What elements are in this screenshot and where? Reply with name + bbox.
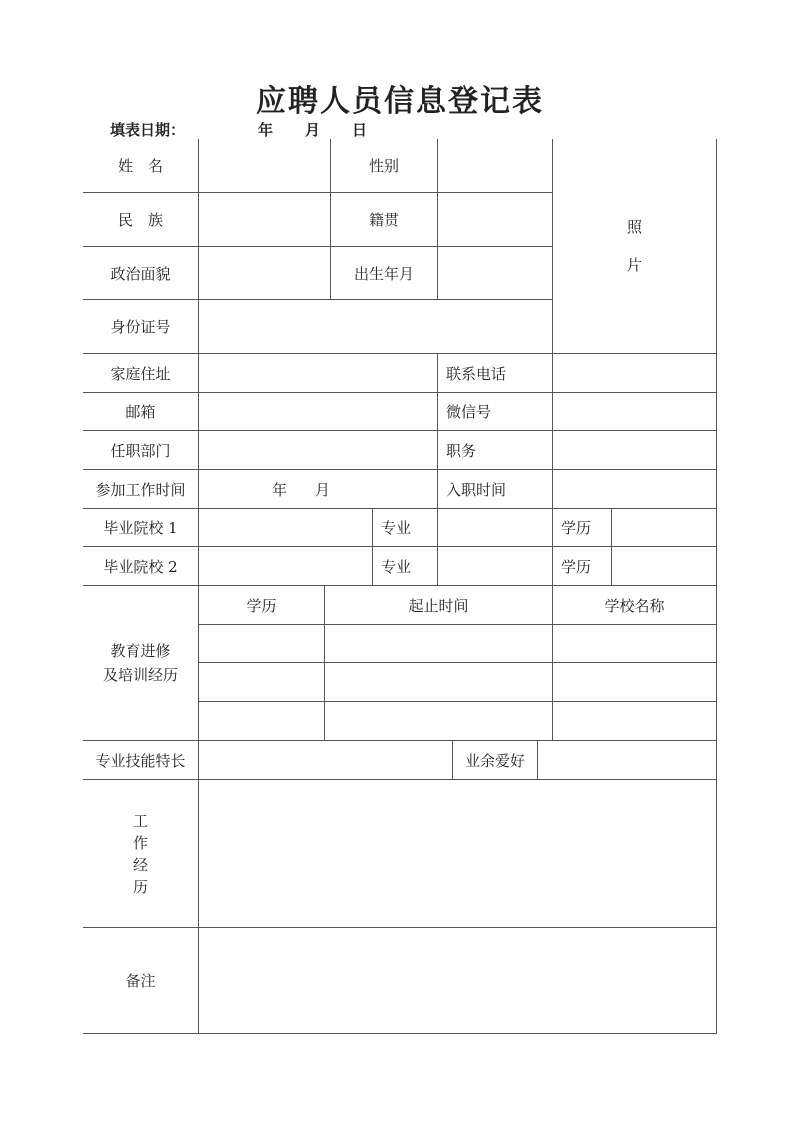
label-work-exp-char-3: 经 (132, 855, 148, 874)
gender-field[interactable] (438, 139, 553, 193)
label-degree-1: 学历 (553, 509, 612, 547)
school-1-field[interactable] (199, 509, 373, 547)
address-field[interactable] (199, 354, 438, 393)
major-2-field[interactable] (438, 547, 553, 586)
label-address: 家庭住址 (83, 354, 199, 393)
label-work-exp-char-2: 作 (132, 833, 148, 852)
date-label: 填表日期： (110, 121, 186, 139)
label-gender: 性别 (331, 139, 438, 193)
hometown-field[interactable] (438, 193, 553, 247)
label-education-line-2: 及培训经历 (102, 666, 178, 684)
label-email: 邮箱 (83, 393, 199, 431)
school-2-field[interactable] (199, 547, 373, 586)
label-wechat: 微信号 (438, 393, 553, 431)
work-start-field[interactable] (199, 470, 438, 509)
label-work-exp-char-1: 工 (132, 811, 148, 830)
major-1-field[interactable] (438, 509, 553, 547)
photo-label-1: 照 (626, 218, 642, 236)
label-work-exp-char-4: 历 (132, 877, 148, 896)
id-number-field[interactable] (199, 300, 553, 354)
edu-degree-cell[interactable] (199, 663, 325, 702)
work-start-year-label: 年 (272, 480, 288, 499)
label-school-2: 毕业院校 2 (83, 547, 199, 586)
edu-degree-cell[interactable] (199, 625, 325, 663)
edu-period-cell[interactable] (325, 625, 553, 663)
photo-box[interactable] (553, 139, 717, 354)
label-remarks: 备注 (83, 928, 199, 1034)
label-id-number: 身份证号 (83, 300, 199, 354)
label-name: 姓 名 (83, 139, 199, 193)
label-education (83, 586, 199, 741)
label-education-line-1: 教育进修 (110, 642, 171, 660)
email-field[interactable] (199, 393, 438, 431)
date-day-label: 日 (352, 121, 368, 139)
photo-label-2: 片 (626, 256, 642, 274)
political-status-field[interactable] (199, 247, 331, 300)
header-edu-school: 学校名称 (553, 586, 717, 625)
hobbies-field[interactable] (538, 741, 717, 780)
label-major-1: 专业 (373, 509, 438, 547)
label-work-start: 参加工作时间 (83, 470, 199, 509)
label-school-1: 毕业院校 1 (83, 509, 199, 547)
remarks-field[interactable] (199, 928, 717, 1034)
work-start-month-label: 月 (315, 480, 331, 499)
degree-1-field[interactable] (612, 509, 717, 547)
phone-field[interactable] (553, 354, 717, 393)
label-degree-2: 学历 (553, 547, 612, 586)
edu-period-cell[interactable] (325, 702, 553, 741)
ethnicity-field[interactable] (199, 193, 331, 247)
birth-field[interactable] (438, 247, 553, 300)
work-experience-field[interactable] (199, 780, 717, 928)
edu-school-cell[interactable] (553, 625, 717, 663)
date-year-label: 年 (258, 121, 274, 139)
entry-time-field[interactable] (553, 470, 717, 509)
edu-school-cell[interactable] (553, 663, 717, 702)
label-major-2: 专业 (373, 547, 438, 586)
degree-2-field[interactable] (612, 547, 717, 586)
skills-field[interactable] (199, 741, 453, 780)
label-skills: 专业技能特长 (83, 741, 199, 780)
header-edu-period: 起止时间 (325, 586, 553, 625)
label-position: 职务 (438, 431, 553, 470)
label-birth: 出生年月 (331, 247, 438, 300)
label-work-experience (83, 780, 199, 928)
edu-degree-cell[interactable] (199, 702, 325, 741)
edu-period-cell[interactable] (325, 663, 553, 702)
name-field[interactable] (199, 139, 331, 193)
label-ethnicity: 民 族 (83, 193, 199, 247)
header-edu-degree: 学历 (199, 586, 325, 625)
wechat-field[interactable] (553, 393, 717, 431)
form-title: 应聘人员信息登记表 (256, 84, 544, 119)
department-field[interactable] (199, 431, 438, 470)
label-hobbies: 业余爱好 (453, 741, 538, 780)
label-department: 任职部门 (83, 431, 199, 470)
edu-school-cell[interactable] (553, 702, 717, 741)
label-political-status: 政治面貌 (83, 247, 199, 300)
date-month-label: 月 (305, 121, 321, 139)
label-hometown: 籍贯 (331, 193, 438, 247)
label-entry-time: 入职时间 (438, 470, 553, 509)
label-phone: 联系电话 (438, 354, 553, 393)
position-field[interactable] (553, 431, 717, 470)
